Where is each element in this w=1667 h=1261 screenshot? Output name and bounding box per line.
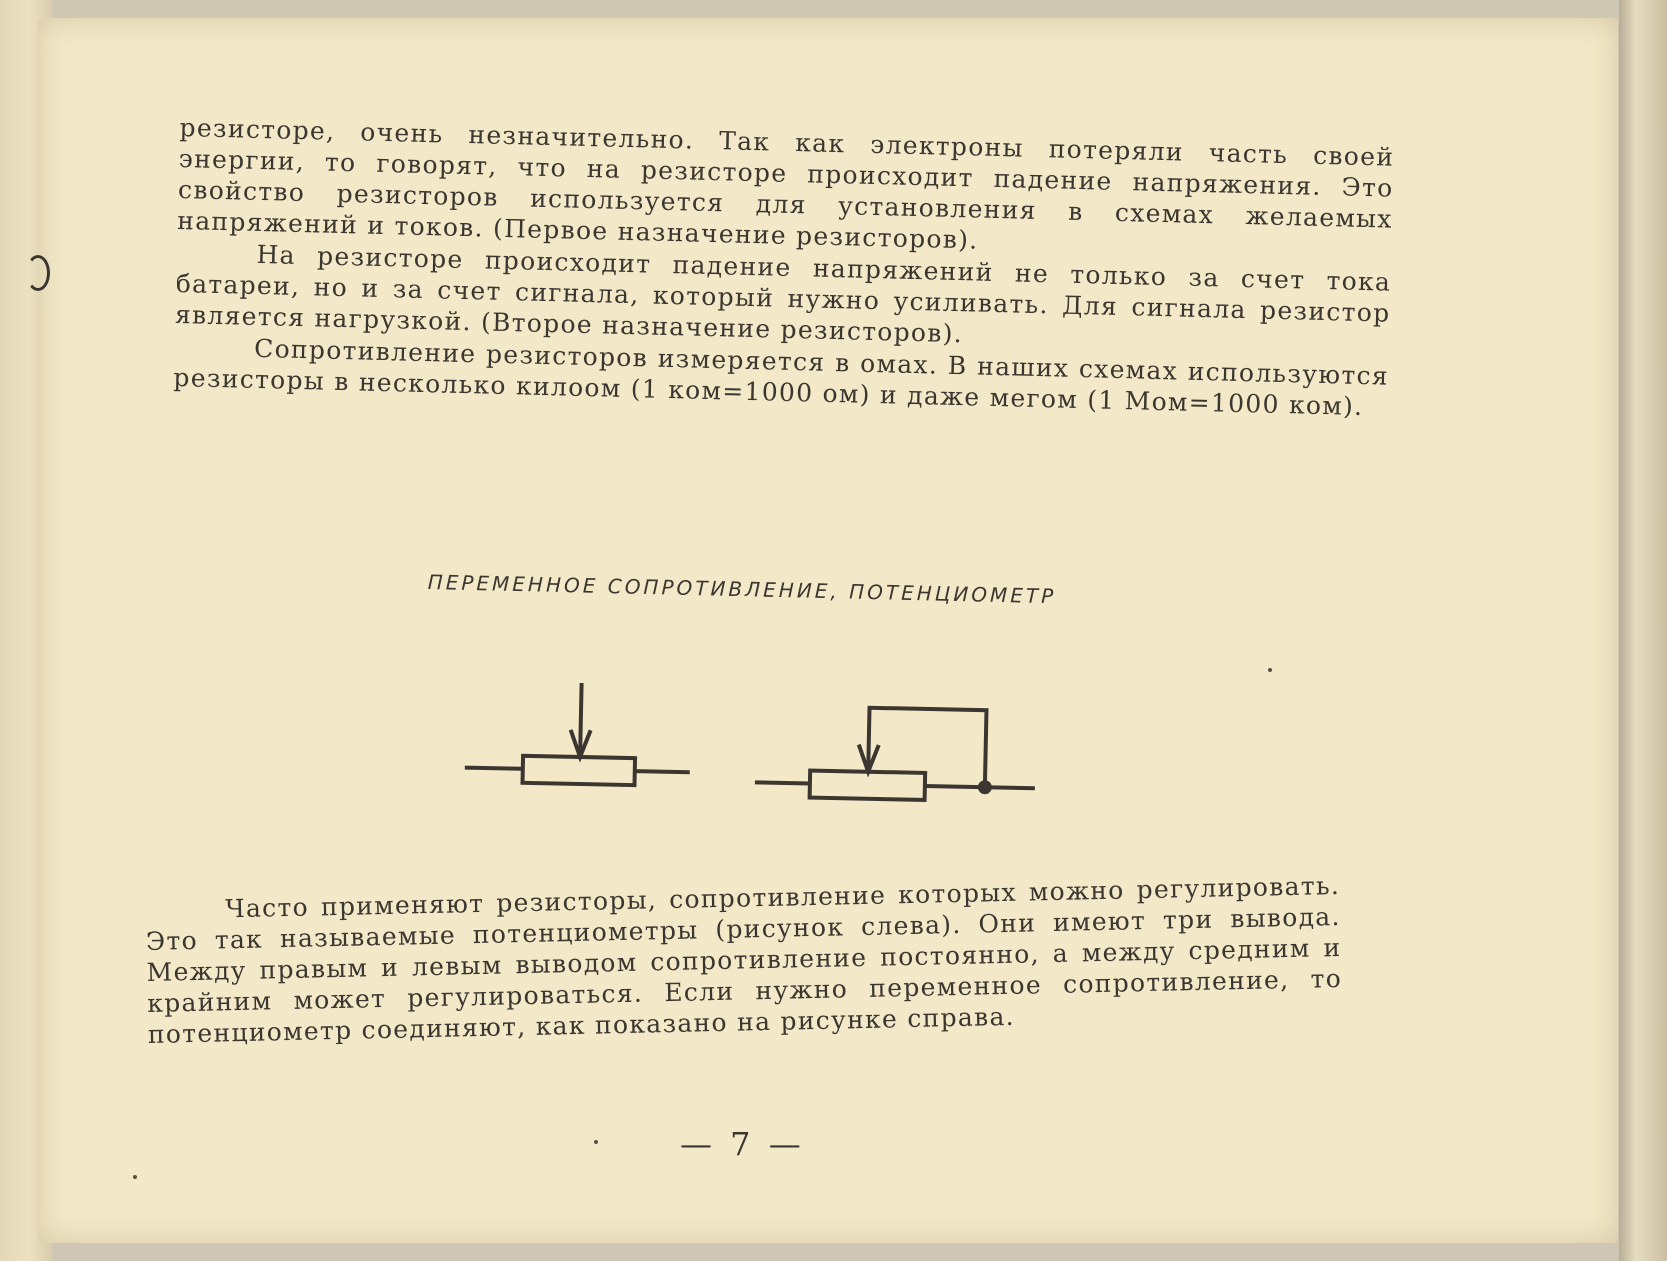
paper-speck	[1268, 668, 1272, 672]
paragraph-units: Сопротивление резисторов измеряется в омах. В наших схемах используются резисторы в несколько килоом (1 ком=1000 ом) и даже мегом (1 Мом=1000 ком).	[173, 333, 1390, 421]
paper-speck	[133, 1175, 137, 1179]
top-text-block	[173, 112, 1395, 424]
paragraph-signal-load: На резисторе происходит падение напряжений не только за счет тока батареи, но и за счет сигнала, который нужно усиливать. Для сигнала резистор является нагрузкой. (Второе назначение резисторов).	[174, 239, 1392, 349]
bottom-text-block	[145, 870, 1343, 1051]
paragraph-potentiometer: Часто применяют резисторы, сопротивление которых можно регулировать. Это так называемые потенциометры (рисунок слева). Они имеют три вывода. Между правым и левым выводом сопротивление постоянно, а между средним и крайним может регулироваться. Если нужно переменное сопротивление, то потенциометр соединяют, как показано на рисунке справа.	[145, 870, 1343, 1049]
page-number: — 7 —	[680, 1125, 805, 1163]
binding-mark	[26, 255, 50, 291]
figure-heading: ПЕРЕМЕННОЕ СОПРОТИВЛЕНИЕ, ПОТЕНЦИОМЕТР	[427, 570, 1057, 609]
page-edges	[1619, 0, 1667, 1261]
paragraph-voltage-drop: резисторе, очень незначительно. Так как электроны потеряли часть своей энергии, то говорят, что на резисторе происходит падение напряжения. Это свойство резисторов используется для установления в схемах желаемых напряжений и токов. (Первое назначение резисторов).	[176, 112, 1395, 255]
paper-speck	[594, 1140, 598, 1144]
